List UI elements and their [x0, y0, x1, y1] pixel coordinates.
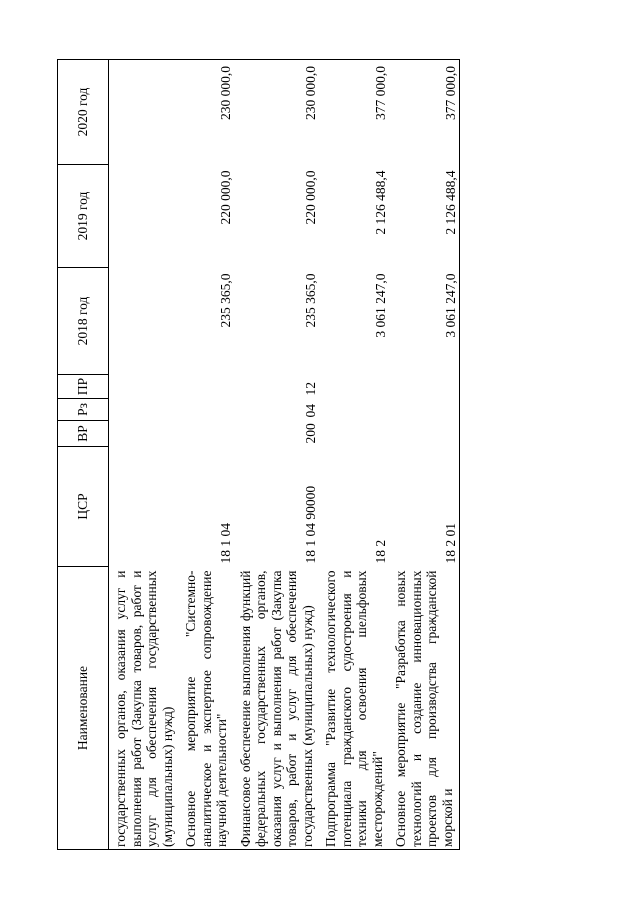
row-2020: 230 000,0	[179, 60, 234, 165]
header-2020: 2020 год	[58, 60, 109, 165]
row-csr: 18 1 04 90000	[303, 485, 319, 564]
row-rz	[179, 399, 234, 421]
row-csr	[109, 447, 180, 567]
row-pr: 12	[303, 382, 319, 396]
header-vr: ВР	[58, 421, 109, 447]
row-rz	[109, 399, 180, 421]
row-2020: 377 000,0	[389, 60, 460, 165]
row-name: Подпрограмма "Развитие технологического потенциала гражданского судостроения и техники для освоения шельфовых месторождений"	[319, 567, 389, 850]
budget-table	[57, 59, 460, 850]
row-2019	[109, 165, 180, 268]
row-2018: 235 365,0	[303, 273, 319, 328]
row-vr: 200	[303, 423, 319, 444]
row-2020	[109, 60, 180, 165]
row-2018	[109, 268, 180, 375]
row-rz	[389, 399, 460, 421]
row-vr	[109, 421, 180, 447]
row-vr	[389, 421, 460, 447]
row-2018: 3 061 247,0	[373, 273, 389, 338]
header-2019: 2019 год	[58, 165, 109, 268]
row-vr	[179, 421, 234, 447]
table-row	[109, 60, 180, 850]
row-2018: 3 061 247,0	[389, 268, 460, 375]
row-name: Основное мероприятие "Разработка новых технологий и создание инновационных проектов для производства гражданской морской и	[389, 567, 460, 850]
row-pr	[109, 375, 180, 399]
row-2019: 2 126 488,4	[373, 170, 389, 235]
header-rz: Рз	[58, 399, 109, 421]
row-vr	[319, 421, 389, 447]
header-pr: ПР	[58, 375, 109, 399]
budget-table-rotated	[57, 60, 617, 850]
row-name: государственных органов, оказания услуг и выполнения работ (Закупка товаров, работ и услуг для обеспечения государственных (муниципальных) нужд)	[109, 567, 180, 850]
table-row	[234, 60, 320, 850]
row-name: Финансовое обеспечение выполнения функций федеральных государственных органов, оказания услуг и выполнения работ (Закупка товаров, работ и услуг для обеспечения государственных (муниципальных) нужд)	[234, 567, 320, 850]
row-2019: 220 000,0	[303, 170, 319, 225]
header-name: Наименование	[58, 567, 109, 850]
header-csr: ЦСР	[58, 447, 109, 567]
row-csr: 18 2 01	[389, 447, 460, 567]
row-2020: 377 000,0	[319, 60, 389, 165]
row-csr: 18 1 04	[217, 523, 233, 564]
row-2019: 220 000,0	[217, 170, 233, 225]
row-rz	[319, 399, 389, 421]
table-row	[319, 60, 389, 850]
table-row	[179, 60, 234, 850]
table-header-row	[58, 60, 109, 850]
row-pr	[179, 375, 234, 399]
row-2020: 230 000,0	[234, 60, 320, 165]
table-row	[389, 60, 460, 850]
header-2018: 2018 год	[58, 268, 109, 375]
row-2019: 2 126 488,4	[389, 165, 460, 268]
row-pr	[319, 375, 389, 399]
row-2018: 235 365,0	[217, 273, 233, 328]
row-rz: 04	[303, 404, 319, 418]
row-pr	[389, 375, 460, 399]
row-name: Основное мероприятие "Системно-аналитическое и экспертное сопровождение научной деятельности"	[179, 567, 234, 850]
row-csr: 18 2	[373, 539, 389, 564]
